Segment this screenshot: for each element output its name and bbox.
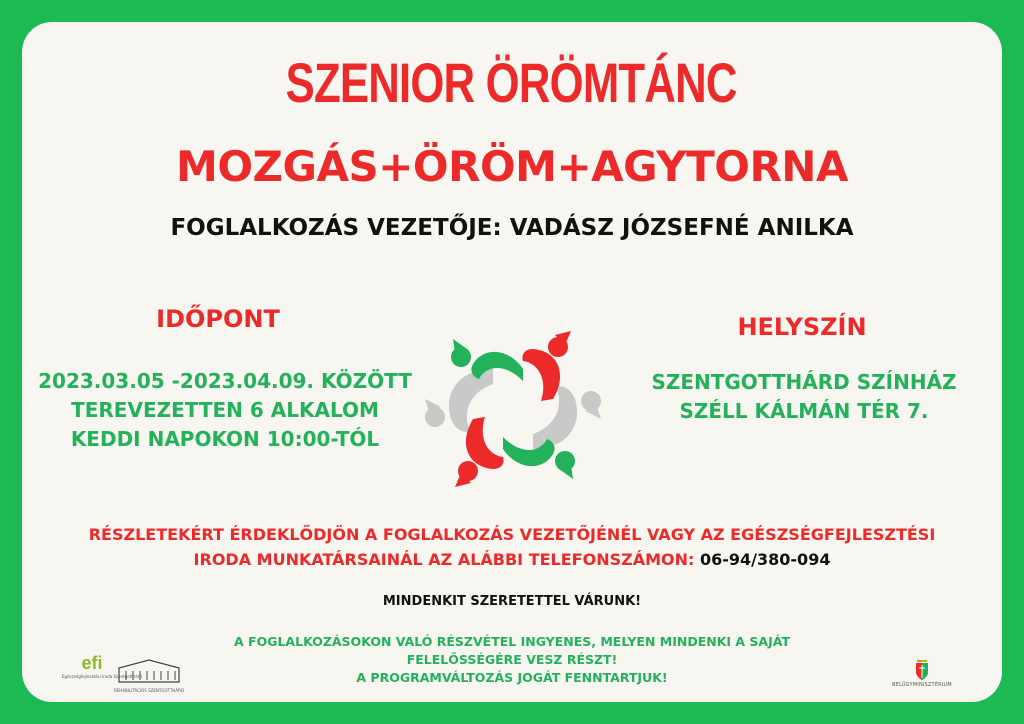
building-logo: REHABILITÁCIÓS SZENTGOTTHÁRD (114, 658, 184, 692)
contact-line: IRODA MUNKATÁRSAINÁL AZ ALÁBBI TELEFONSZÁMON: 06-94/380-094 (193, 550, 831, 569)
phone-number: 06-94/380-094 (700, 550, 831, 569)
contact-info (22, 522, 1002, 572)
place-details (634, 368, 974, 426)
contact-line: RÉSZLETEKÉRT ÉRDEKLŐDJÖN A FOGLALKOZÁS VEZETŐJÉNÉL VAGY AZ EGÉSZSÉGFEJLESZTÉSI (88, 525, 936, 544)
footer-line: A FOGLALKOZÁSOKON VALÓ RÉSZVÉTEL INGYENES, MELYEN MINDENKI A SAJÁT (234, 634, 790, 649)
time-line: 2023.03.05 -2023.04.09. KÖZÖTT (38, 369, 412, 393)
footer-line: FELELŐSSÉGÉRE VESZ RÉSZT! (406, 652, 618, 667)
poster-subtitle: MOZGÁS+ÖRÖM+AGYTORNA (176, 142, 848, 191)
poster-title: SZENIOR ÖRÖMTÁNC (285, 51, 737, 114)
place-line: SZENTGOTTHÁRD SZÍNHÁZ (651, 370, 957, 394)
coat-of-arms-icon (914, 658, 930, 682)
time-line: KEDDI NAPOKON 10:00-TÓL (70, 427, 380, 451)
footer-line: A PROGRAMVÁLTOZÁS JOGÁT FENNTARTJUK! (356, 670, 668, 685)
poster-card (22, 22, 1002, 702)
time-line: TEREVEZETTEN 6 ALKALOM (71, 398, 379, 422)
time-heading: IDŐPONT (156, 305, 280, 333)
ministry-logo: BELÜGYMINISZTÉRIUM (882, 658, 962, 694)
instructor-line: FOGLALKOZÁS VEZETŐJE: VADÁSZ JÓZSEFNÉ ANILKA (170, 215, 854, 241)
building-icon (114, 658, 184, 684)
place-line: SZÉLL KÁLMÁN TÉR 7. (679, 399, 929, 423)
welcome-text: MINDENKIT SZERETETTEL VÁRUNK! (382, 594, 642, 609)
dancers-emblem-icon (416, 314, 610, 504)
place-heading: HELYSZÍN (737, 313, 867, 341)
efi-logo: efi Egészségfejlesztési Iroda Szentgotthárd (62, 653, 142, 679)
time-details (20, 367, 430, 454)
